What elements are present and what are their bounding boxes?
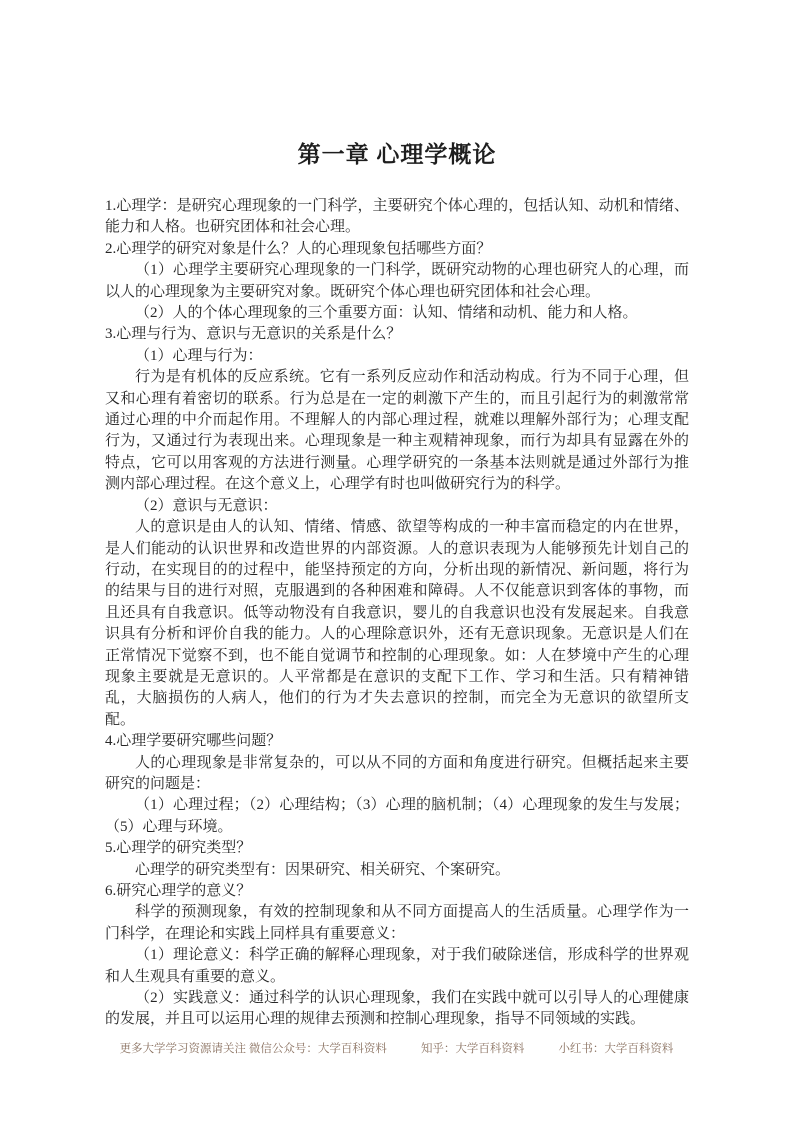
doc-paragraph-question-3: 3.心理与行为、意识与无意识的关系是什么？ — [105, 326, 402, 343]
doc-paragraph-answer-6-2: （2）实践意义：通过科学的认识心理现象，我们在实践中就可以引导人的心理健康的发展，并且可以运用心理的规律去预测和控制心理现象，指导不同领域的实践。 — [105, 990, 689, 1028]
doc-paragraph-question-1: 1.心理学：是研究心理现象的一门科学，主要研究个体心理的，包括认知、动机和情绪、能力和人格。也研究团体和社会心理。 — [105, 198, 689, 236]
doc-paragraph-answer-5: 心理学的研究类型有：因果研究、相关研究、个案研究。 — [135, 861, 511, 878]
doc-paragraph-question-4: 4.心理学要研究哪些问题？ — [105, 733, 282, 750]
page-title: 第一章 心理学概论 — [297, 142, 497, 168]
doc-paragraph-answer-3-2-body: 人的意识是由人的认知、情绪、情感、欲望等构成的一种丰富而稳定的内在世界，是人们能动的认识世界和改造世界的内部资源。人的意识表现为人能够预先计划自己的行动，在实现目的的过程中，能坚持预定的方向，分析出现的新情况、新问题，将行为的结果与目的进行对照，克服遇到的各种困难和障碍。人不仅能意识到客体的事物，而且还具有自我意识。低等动物没有自我意识，婴儿的自我意识也没有发展起来。自我意识具有分析和评价自我的能力。人的心理除意识外，还有无意识现象。无意识是人们在正常情况下觉察不到，也不能自觉调节和控制的心理现象。如：人在梦境中产生的心理现象主要就是无意识的。人平常都是在意识的支配下工作、学习和生活。只有精神错乱，大脑损伤的人病人，他们的行为才失去意识的控制，而完全为无意识的欲望所支配。 — [105, 519, 689, 728]
doc-paragraph-question-5: 5.心理学的研究类型？ — [105, 840, 252, 857]
document-body — [105, 196, 689, 1031]
doc-paragraph-answer-4-intro: 人的心理现象是非常复杂的，可以从不同的方面和角度进行研究。但概括起来主要研究的问题是： — [105, 754, 689, 792]
footer-xiaohongshu-note: 小红书：大学百科资料 — [558, 1043, 674, 1055]
doc-paragraph-answer-2-2: （2）人的个体心理现象的三个重要方面：认知、情绪和动机、能力和人格。 — [135, 305, 638, 322]
doc-paragraph-answer-6-1: （1）理论意义：科学正确的解释心理现象，对于我们破除迷信，形成科学的世界观和人生观具有重要的意义。 — [105, 947, 689, 985]
doc-paragraph-answer-3-1-heading: （1）心理与行为： — [135, 347, 263, 364]
footer-wechat-note: 更多大学学习资源请关注 微信公众号：大学百科资料 — [119, 1043, 387, 1055]
doc-paragraph-answer-3-2-heading: （2）意识与无意识： — [135, 497, 278, 514]
doc-paragraph-question-2: 2.心理学的研究对象是什么？人的心理现象包括哪些方面？ — [105, 240, 492, 257]
page-footer — [0, 1040, 793, 1056]
doc-paragraph-answer-6-intro: 科学的预测现象，有效的控制现象和从不同方面提高人的生活质量。心理学作为一门科学，在理论和实践上同样具有重要意义： — [105, 904, 689, 942]
doc-paragraph-question-6: 6.研究心理学的意义？ — [105, 883, 252, 899]
doc-paragraph-answer-3-1-body: 行为是有机体的反应系统。它有一系列反应动作和活动构成。行为不同于心理，但又和心理有着密切的联系。行为总是在一定的刺激下产生的，而且引起行为的刺激常常通过心理的中介而起作用。不理解人的内部心理过程，就难以理解外部行为；心理支配行为，又通过行为表现出来。心理现象是一种主观精神现象，而行为却具有显露在外的特点，它可以用客观的方法进行测量。心理学研究的一条基本法则就是通过外部行为推测内部心理过程。在这个意义上，心理学有时也叫做研究行为的科学。 — [105, 369, 689, 493]
footer-zhihu-note: 知乎：大学百科资料 — [420, 1043, 525, 1055]
doc-paragraph-answer-2-1: （1）心理学主要研究心理现象的一门科学，既研究动物的心理也研究人的心理，而以人的心理现象为主要研究对象。既研究个体心理也研究团体和社会心理。 — [105, 262, 689, 300]
doc-paragraph-answer-4-list: （1）心理过程；（2）心理结构；（3）心理的脑机制；（4）心理现象的发生与发展；（5）心理与环境。 — [105, 797, 689, 835]
